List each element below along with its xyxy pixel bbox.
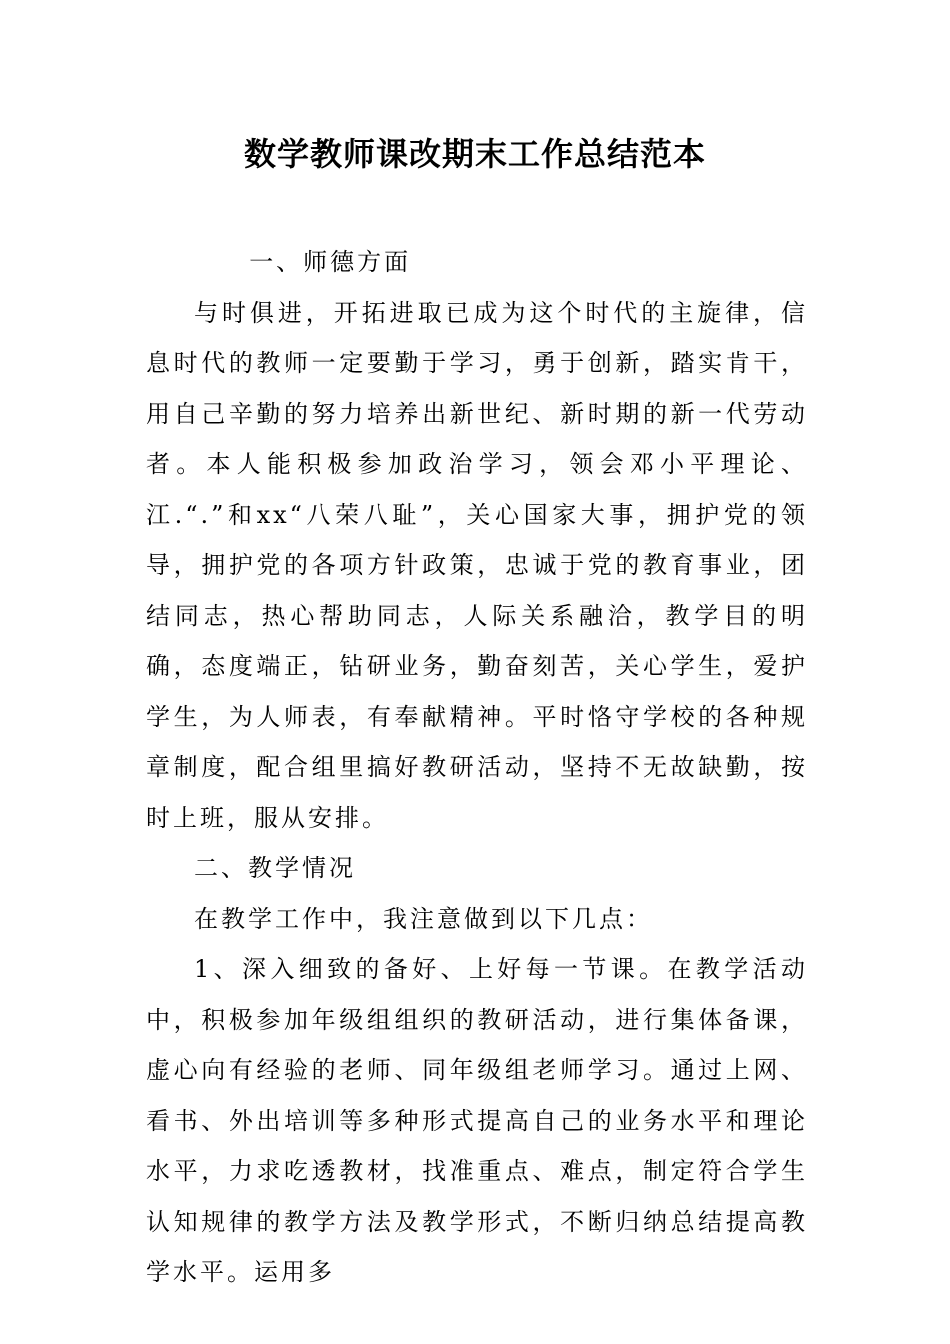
paragraph-teaching-intro: 在教学工作中，我注意做到以下几点： [194,904,653,933]
paragraph-teaching-point-1: 1、深入细致的备好、上好每一节课。在教学活动中，积极参加年级组组织的教研活动，进行集体备课，虚心向有经验的老师、同年级组老师学习。通过上网、看书、外出培训等多种形式提高自己的业务水平和理论水平，力求吃透教材，找准重点、难点，制定符合学生认知规律的教学方法及教学形式，不断归纳总结提高教学水平。运用多 [146,955,808,1286]
paragraph-ethics: 与时俱进，开拓进取已成为这个时代的主旋律，信息时代的教师一定要勤于学习，勇于创新，踏实肯干，用自己辛勤的努力培养出新世纪、新时期的新一代劳动者。本人能积极参加政治学习，领会邓小平理论、江.“.”和xx“八荣八耻”，关心国家大事，拥护党的领导，拥护党的各项方针政策，忠诚于党的教育事业，团结同志，热心帮助同志，人际关系融洽，教学目的明确，态度端正，钻研业务，勤奋刻苦，关心学生，爱护学生，为人师表，有奉献精神。平时恪守学校的各种规章制度，配合组里搞好教研活动，坚持不无故缺勤，按时上班，服从安排。 [146,298,808,832]
document-body [146,237,808,1298]
section-heading-ethics: 一、师德方面 [249,248,412,276]
section-heading-teaching: 二、教学情况 [194,854,356,882]
document-title: 数学教师课改期末工作总结范本 [243,135,706,173]
